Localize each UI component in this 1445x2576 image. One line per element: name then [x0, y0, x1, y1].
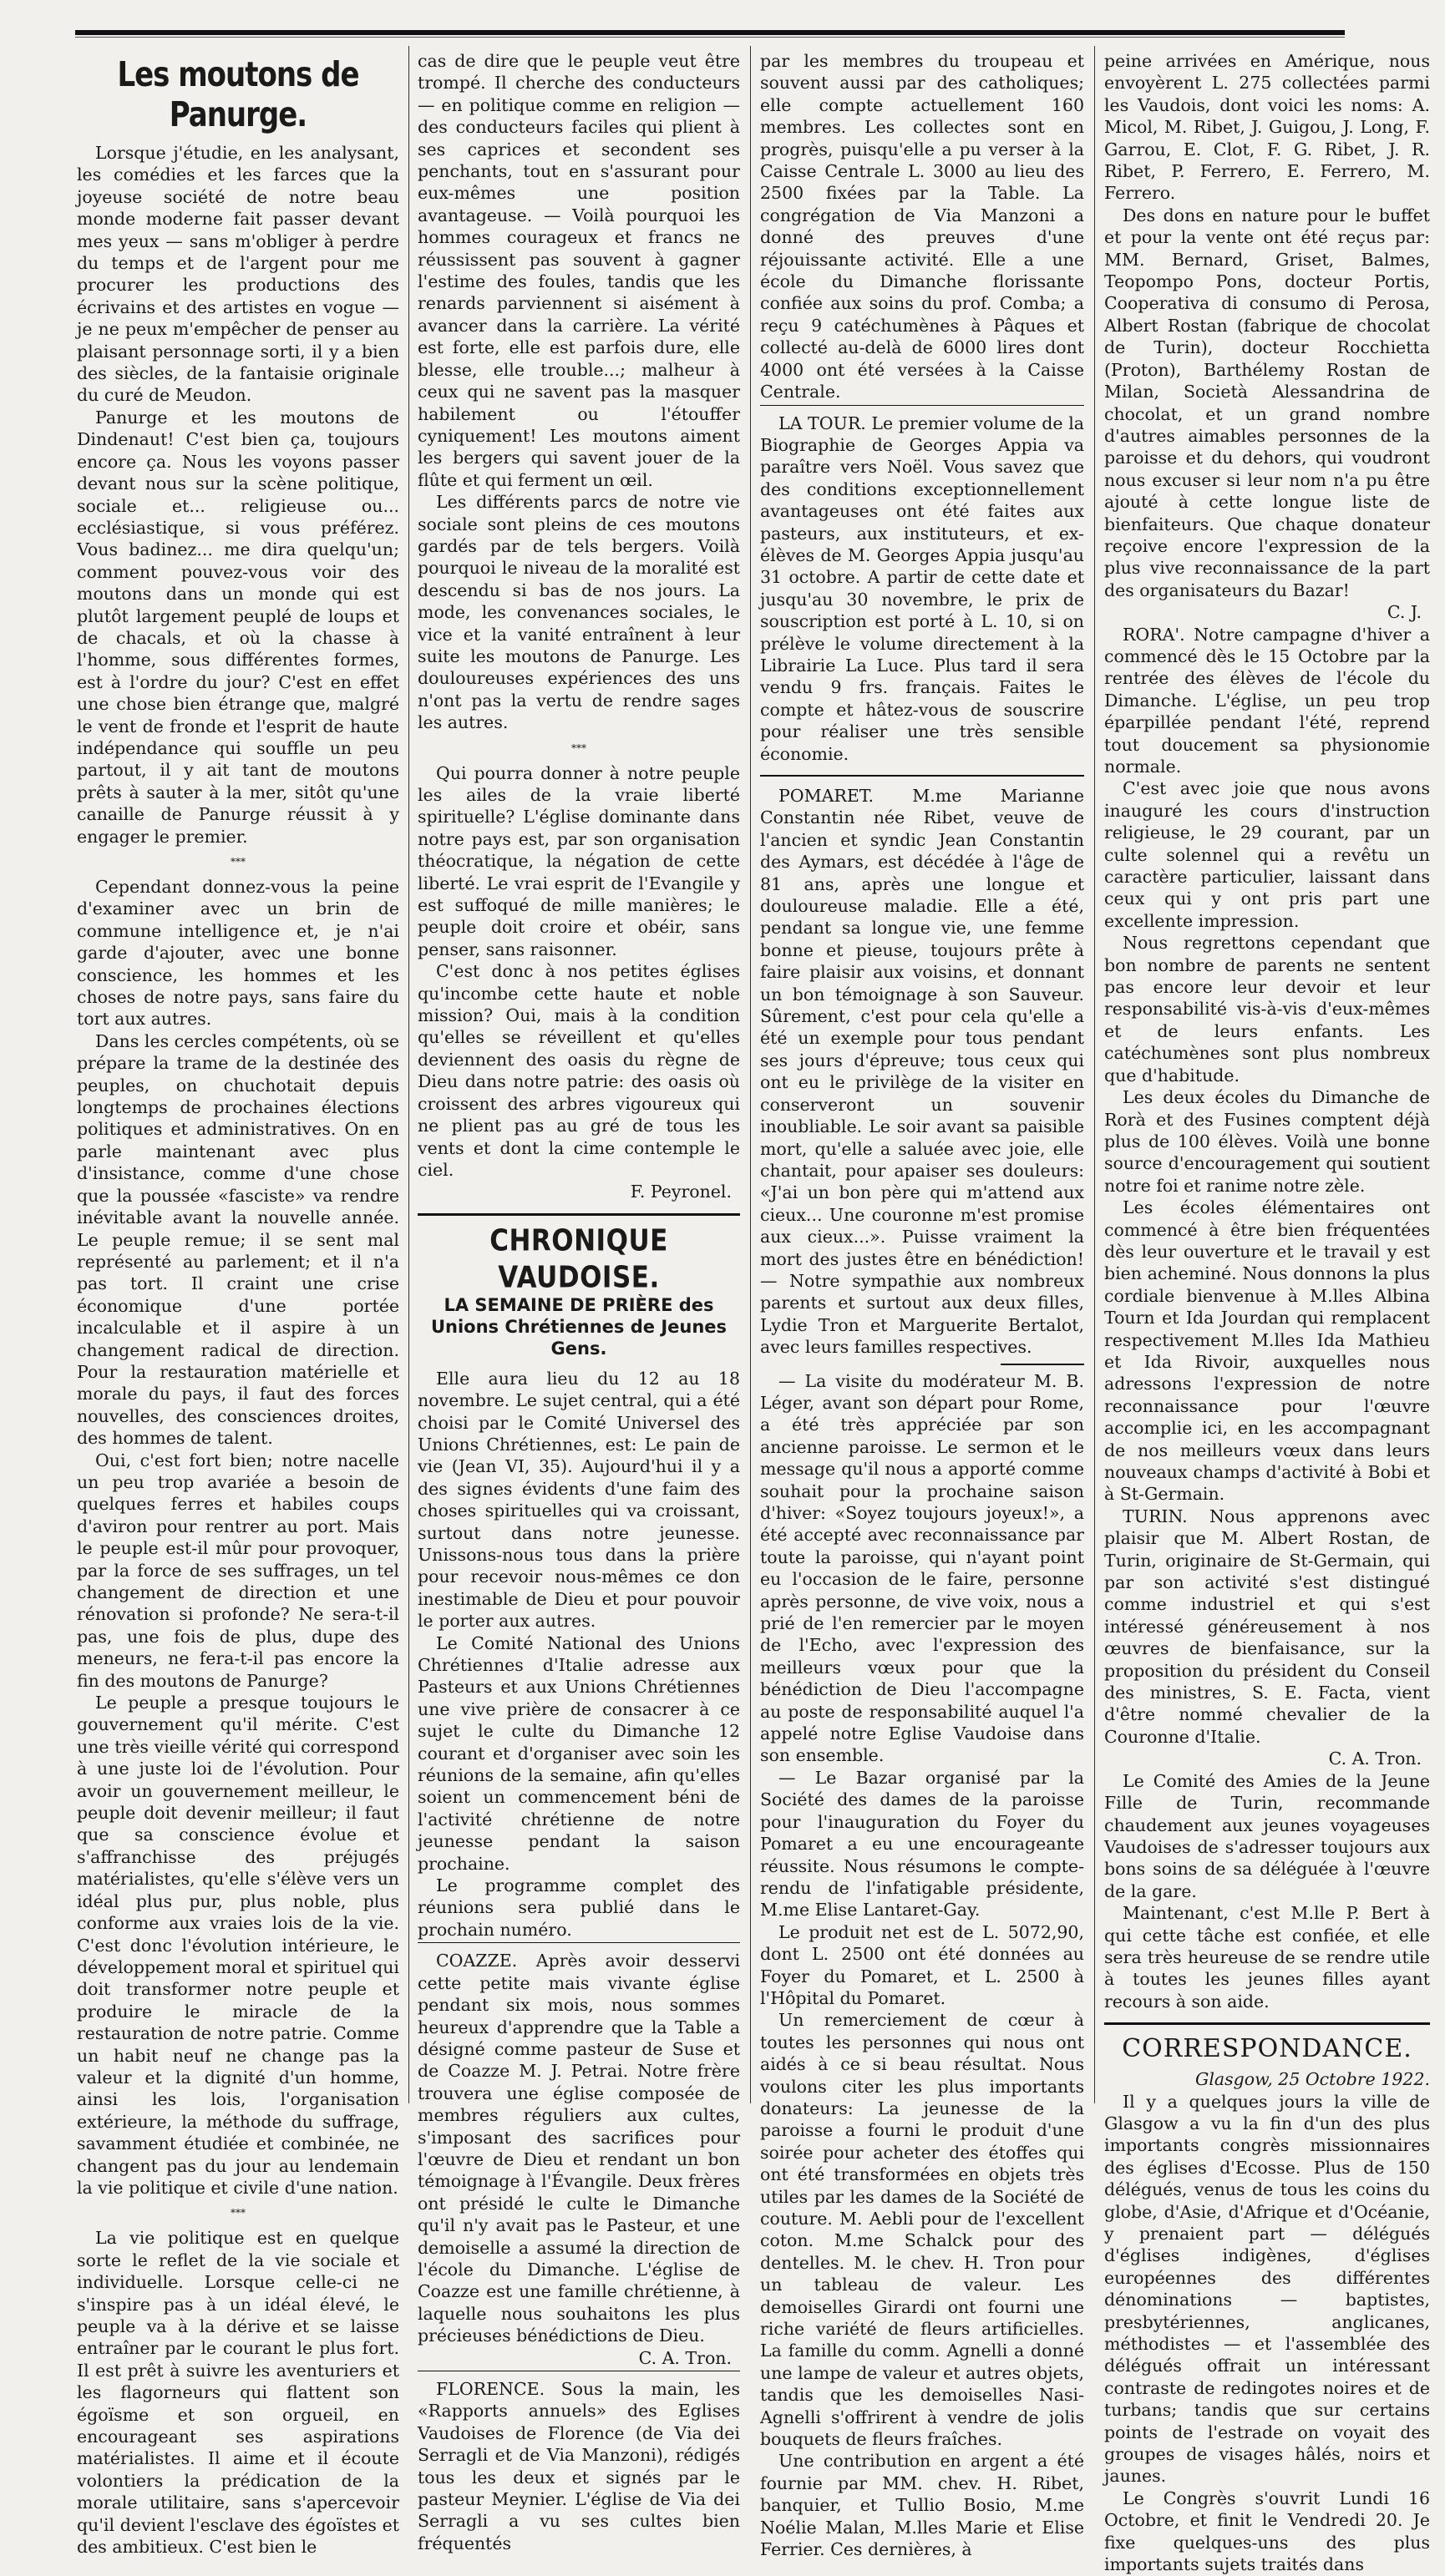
signature: C. J.	[1387, 602, 1422, 623]
divider	[418, 1942, 740, 1943]
paragraph: Les différents parcs de notre vie sociale sont pleins de ces moutons gardés par de tels bergers. Voilà pourquoi le niveau de la moralité est descendu si bas de nos jours. La mode, les convenances sociales, le vice et la vanité entraînent à leur suite les moutons de Panurge. Les douloureuses expériences des uns n'ont pas la vertu de rendre sages les autres.	[418, 492, 740, 733]
paragraph: C'est avec joie que nous avons inauguré les cours d'instruction religieuse, le 29 courant, par un culte solennel qui a revêtu un caractère particulier, laissant dans ceux qui y ont pris part une excellente impression.	[1104, 778, 1430, 931]
paragraph: Qui pourra donner à notre peuple les ailes de la vraie liberté spirituelle? L'église dominante dans notre pays est, par son organisation théocratique, la négation de cette liberté. Le vrai esprit de l'Evangile y est suffoqué de mille manières; le peuple doit croire et obéir, sans penser, sans raisonner.	[418, 762, 740, 959]
paragraph: — La visite du modérateur M. B. Léger, avant son départ pour Rome, a été très appréciée par son ancienne paroisse. Le sermon et le message qu'il nous a apporté comme souhait pour la prochaine saison d'hiver: «Soyez toujours joyeux!», a été accepté avec reconnaissance par toute la paroisse, qui n'ayant point eu l'occasion de le faire, personne après personne, de vive voix, nous a prié de l'en remercier par le moyen de l'Echo, avec l'expression des meilleurs vœux pour que la bénédiction de Dieu l'accompagne au poste de responsabilité auquel l'a appelé notre Eglise Vaudoise dans son ensemble.	[760, 1370, 1084, 1766]
divider	[760, 405, 1084, 406]
paragraph: LA TOUR. Le premier volume de la Biographie de Georges Appia va paraître vers Noël. Vous savez que des conditions exceptionnellement avantageuses ont été faites aux pasteurs, aux instituteurs, et ex-élèves de M. Georges Appia jusqu'au 31 octobre. A partir de cette date et jusqu'au 30 novembre, le prix de souscription est porté à L. 10, si on prélève le volume directement à la Librairie La Luce. Plus tard il sera vendu 9 frs. français. Faites le compte et hâtez-vous de souscrire pour réaliser une très sensible économie.	[760, 412, 1084, 764]
paragraph: Le Congrès s'ouvrit Lundi 16 Octobre, et finit le Vendredi 20. Je fixe quelques-uns des plus importants sujets traités dans	[1104, 2487, 1430, 2575]
paragraph: Elle aura lieu du 12 au 18 novembre. Le sujet central, qui a été choisi par le Comité Universel des Unions Chrétiennes, est: Le pain de vie (Jean VI, 35). Aujourd'hui il y a des signes évidents d'une faim des choses spirituelles qui va croissant, surtout dans notre jeunesse. Unissons-nous tous dans la prière pour recevoir nous-mêmes ce don inestimable de Dieu et pour pouvoir le porter aux autres.	[418, 1368, 740, 1632]
paragraph: Des dons en nature pour le buffet et pour la vente ont été reçus par: MM. Bernard, Griset, Balmes, Teopompo Pons, docteur Portis, Cooperativa di consumo di Perosa, Albert Rostan (fabrique de chocolat de Turin), docteur Rocchietta (Proton), Barthélemy Rostan de Milan, Società Alessandrina de chocolat, et un grand nombre d'autres aimables personnes de la paroisse et du dehors, qui voudront nous excuser si leur nom n'a pu être ajouté à cette longue liste de bienfaiteurs. Que chaque donateur reçoive encore l'expression de la plus vive reconnaissance de la part des organisateurs du Bazar!	[1104, 205, 1430, 600]
column-3	[760, 50, 1084, 2560]
section-rule	[418, 1213, 740, 1216]
paragraph: POMARET. M.me Marianne Constantin née Ribet, veuve de l'ancien et syndic Jean Constantin des Aymars, est décédée à l'âge de 81 ans, après une longue et douloureuse maladie. Elle a été, pendant sa longue vie, une femme bonne et pieuse, toujours prête à faire plaisir aux voisins, et donnant un bon témoignage à son Sauveur. Sûrement, c'est pour cela qu'elle a été un exemple pour tous pendant ses jours d'épreuve; tous ceux qui ont eu le privilège de la visiter en conserveront un souvenir inoubliable. Le soir avant sa paisible mort, qu'elle a saluée avec joie, elle chantait, pour apaiser ses douleurs: «J'ai un bon père qui m'attend aux cieux... Une couronne m'est promise aux cieux...». Puisse vraiment la mort des justes être en bénédiction! — Notre sympathie aux nombreux parents et surtout aux deux filles, Lydie Tron et Marguerite Bertalot, avec leurs familles respectives.	[760, 786, 1084, 1358]
paragraph: par les membres du troupeau et souvent aussi par des catholiques; elle compte actuellement 160 membres. Les collectes sont en progrès, puisqu'elle a pu verser à la Caisse Centrale L. 3000 au lieu des 2500 fixées par la Table. La congrégation de Via Manzoni a donné des preuves d'une réjouissante activité. Elle a une école du Dimanche florissante confiée aux soins du prof. Comba; a reçu 9 catéchumènes à Pâques et collecté au-delà de 6000 lires dont 4000 ont été versées à la Caisse Centrale.	[760, 51, 1084, 402]
column-1	[77, 50, 399, 2558]
paragraph: Le Comité des Amies de la Jeune Fille de Turin, recommande chaudement aux jeunes voyageuses Vaudoises de s'adresser toujours aux bons soins de sa déléguée à l'œuvre de la gare.	[1104, 1770, 1430, 1901]
top-rule	[75, 30, 1345, 35]
column-divider	[750, 46, 751, 2103]
paragraph: TURIN. Nous apprenons avec plaisir que M. Albert Rostan, de Turin, originaire de St-Germain, qui par son activité s'est distingué comme industriel et qui s'est intéressé généreusement à nos œuvres de bienfaisance, sur la proposition du président du Conseil des ministres, S. E. Facta, vient d'être nommé chevalier de la Couronne d'Italie.	[1104, 1506, 1430, 1747]
section-separator: ***	[231, 856, 246, 868]
paragraph: peine arrivées en Amérique, nous envoyèrent L. 275 collectées parmi les Vaudois, dont voici les noms: A. Micol, M. Ribet, J. Guigou, J. Long, F. Garrou, E. Clot, F. G. Ribet, J. R. Ribet, P. Ferrero, E. Ferrero, M. Ferrero.	[1104, 51, 1430, 204]
paragraph: Dans les cercles compétents, où se prépare la trame de la destinée des peuples, on chuchotait depuis longtemps de prochaines élections politiques et administratives. On en parle maintenant avec plus d'insistance, comme d'une chose que la poussée «fasciste» va rendre inévitable avant la nouvelle année. Le peuple remue; il se sent mal représenté au parlement; et il n'a pas tort. Il craint une crise économique d'une portée incalculable et il aspire à un changement radical de direction. Pour la restauration matérielle et morale du pays, il faut des forces nouvelles, des consciences droites, des hommes de talent.	[77, 1030, 399, 1449]
paragraph: RORA'. Notre campagne d'hiver a commencé dès le 15 Octobre par la rentrée des élèves de l'école du Dimanche. L'église, un peu trop éparpillée pendant l'été, reprend tout doucement sa physionomie normale.	[1104, 624, 1430, 777]
paragraph: Il y a quelques jours la ville de Glasgow a vu la fin d'un des plus importants congrès missionnaires des églises d'Ecosse. Plus de 150 délégués, venus de tous les coins du globe, d'Asie, d'Afrique et d'Océanie, y prenaient part — délégués d'églises indigènes, d'églises européennes des différentes dénominations — baptistes, presbytériennes, anglicanes, méthodistes — et l'assemblée des délégués offrait un intéressant contraste de redingotes noires et de turbans; tandis que sur certains points de l'estrade on voyait des groupes de visages hâlés, noirs et jaunes.	[1104, 2091, 1430, 2487]
article-title: Les moutons de Panurge.	[117, 55, 359, 135]
paragraph: Cependant donnez-vous la peine d'examiner avec un brin de commune intelligence et, je n'ai garde d'ajouter, avec une bonne conscience, les hommes et les choses de notre pays, sans faire du tort aux autres.	[77, 877, 399, 1030]
paragraph: Oui, c'est fort bien; notre nacelle un peu trop avariée a besoin de quelques ferres et habiles coups d'aviron pour rentrer au port. Mais le peuple est-il mûr pour provoquer, par la force de ses suffrages, un tel changement de direction et une rénovation si profonde? Ne sera-t-il pas, une fois de plus, dupe des meneurs, ne fera-t-il pas encore la fin des moutons de Panurge?	[77, 1450, 399, 1691]
paragraph: Une contribution en argent a été fournie par MM. chev. H. Ribet, banquier, et Tullio Bosio, M.me Noélie Malan, M.lles Marie et Elise Ferrier. Ces dernières, à	[760, 2451, 1084, 2560]
paragraph: Un remerciement de cœur à toutes les personnes qui nous ont aidés à ce si beau résultat. Nous voulons citer les plus importants donateurs: La jeunesse de la paroisse a fourni le produit d'une soirée pour acheter des étoffes qui ont été transformées en objets très utiles par les dames de la Société de couture. M. Aebli pour de l'excellent coton. M.me Schalck pour des dentelles. M. le chev. H. Tron pour un tableau de valeur. Les demoiselles Girardi ont fourni une riche variété de fleurs artificielles. La famille du comm. Agnelli a donné une lampe de valeur et autres objets, tandis que les demoiselles Nasi-Agnelli s'offrirent à vendre de jolis bouquets de fleurs fraîches.	[760, 2010, 1084, 2450]
section-title: CHRONIQUE VAUDOISE.	[489, 1223, 668, 1295]
section-separator: ***	[231, 2207, 246, 2219]
column-divider	[408, 46, 409, 2103]
paragraph: La vie politique est en quelque sorte le reflet de la vie sociale et individuelle. Lorsque celle-ci ne s'inspire pas à un idéal élevé, le peuple va à la dérive et se laisse entraîner par le courant le plus fort. Il est prêt à suivre les aventuriers et les flagorneurs qui flattent son égoïsme et son orgueil, en encourageant ses aspirations matérialistes. Il aime et il écoute volontiers la prédication de la morale utilitaire, sans s'apercevoir qu'il devient l'esclave des égoïstes et des ambitieux. C'est bien le	[77, 2228, 399, 2558]
paragraph: FLORENCE. Sous la main, les «Rapports annuels» des Eglises Vaudoises de Florence (de Via dei Serragli et de Via Manzoni), rédigés tous les deux et signés par le pasteur Meynier. L'église de Via dei Serragli a vu ses cultes bien fréquentés	[418, 2379, 740, 2553]
paragraph: Le Comité National des Unions Chrétiennes d'Italie adresse aux Pasteurs et aux Unions Chrétiennes une vive prière de consacrer à ce sujet le culte du Dimanche 12 courant et d'organiser avec soin les réunions de la semaine, afin qu'elles soient un commencement béni de l'activité chrétienne de notre jeunesse pendant la saison prochaine.	[418, 1632, 740, 1874]
paragraph: Nous regrettons cependant que bon nombre de parents ne sentent pas encore leur devoir et leur responsabilité vis-à-vis d'eux-mêmes et de leurs enfants. Les catéchumènes sont plus nombreux que d'habitude.	[1104, 933, 1430, 1086]
paragraph: Lorsque j'étudie, en les analysant, les comédies et les farces que la joyeuse société de notre beau monde moderne fait passer devant mes yeux — sans m'obliger à perdre du temps et de l'argent pour me procurer les productions des écrivains et des artistes en vogue — je ne peux m'empêcher de penser au plaisant personnage sorti, il y a bien des siècles, de la fantaisie originale du curé de Meudon.	[77, 143, 399, 406]
section-rule	[760, 775, 1084, 777]
section-title: CORRESPONDANCE.	[1122, 2034, 1412, 2064]
paragraph: COAZZE. Après avoir desservi cette petite mais vivante église pendant six mois, nous sommes heureux d'apprendre que la Table a désigné comme pasteur de Suse et de Coazze M. J. Petrai. Notre frère trouvera une église composée de membres réguliers aux cultes, s'imposant des sacrifices pour l'œuvre de Dieu et rendant un bon témoignage à l'Évangile. Deux frères ont présidé le culte le Dimanche qu'il n'y avait pas le Pasteur, et une demoiselle a assumé la direction de l'école du Dimanche. L'église de Coazze est une famille chrétienne, à laquelle nous souhaitons les plus précieuses bénédictions de Dieu.	[418, 1951, 740, 2346]
paragraph: Panurge et les moutons de Dindenaut! C'est bien ça, toujours encore ça. Nous les voyons passer devant nous sur la scène politique, sociale et... religieuse ou... ecclésiastique, si vous préférez. Vous badinez... me dira quelqu'un; comment pouvez-vous voir des moutons dans un monde qui est plutôt largement peuplé de loups et de chacals, et où la chasse à l'homme, sous différentes formes, est à l'ordre du jour? C'est en effet une chose bien étrange que, malgré le vent de fronde et l'esprit de haute indépendance qui souffle un peu partout, il y ait tant de moutons prêts à sauter à la mer, sitôt qu'une canaille de Panurge réussit à y engager le premier.	[77, 407, 399, 847]
column-divider	[1094, 46, 1095, 2103]
paragraph: Le programme complet des réunions sera publié dans le prochain numéro.	[418, 1875, 740, 1940]
dateline: Glasgow, 25 Octobre 1922.	[1194, 2069, 1430, 2090]
subsection-heading: LA SEMAINE DE PRIÈRE des Unions Chrétiennes de Jeunes Gens.	[430, 1294, 728, 1359]
column-2	[418, 50, 740, 2553]
paragraph: Les écoles élémentaires ont commencé à être bien fréquentées dès leur ouverture et le travail y est bien acheminé. Nous donnons la plus cordiale bienvenue à M.lles Albina Tourn et Ida Jourdan qui remplacent respectivement M.lles Ida Mathieu et Ida Rivoir, auxquelles nous adressons l'expression de notre reconnaissance pour l'œuvre accomplie ici, en les accompagnant de nos meilleurs vœux dans leurs nouveaux champs d'activité à Bobi et à St-Germain.	[1104, 1197, 1430, 1505]
section-rule	[1104, 2022, 1430, 2025]
paragraph: Les deux écoles du Dimanche de Rorà et des Fusines comptent déjà plus de 100 élèves. Voilà une bonne source d'encouragement qui soutient notre foi et ranime notre zèle.	[1104, 1087, 1430, 1196]
signature: C. A. Tron.	[638, 2347, 732, 2368]
paragraph: Le produit net est de L. 5072,90, dont L. 2500 ont été données au Foyer du Pomaret, et L. 2500 à l'Hôpital du Pomaret.	[760, 1921, 1084, 2008]
divider	[1001, 1364, 1084, 1365]
paragraph: — Le Bazar organisé par la Société des dames de la paroisse pour l'inauguration du Foyer du Pomaret a eu une encourageante réussite. Nous résumons le compte-rendu de l'infatigable présidente, M.me Elise Lantaret-Gay.	[760, 1767, 1084, 1921]
section-separator: ***	[571, 741, 586, 754]
signature: F. Peyronel.	[630, 1182, 732, 1202]
column-4	[1104, 50, 1430, 2575]
top-rule-thin	[75, 37, 1345, 38]
paragraph: Maintenant, c'est M.lle P. Bert à qui cette tâche est confiée, et elle sera très heureuse de se rendre utile à toutes les jeunes filles ayant recours à son aide.	[1104, 1903, 1430, 2012]
paragraph: C'est donc à nos petites églises qu'incombe cette haute et noble mission? Oui, mais à la condition qu'elles se réveillent et qu'elles deviennent des oasis du règne de Dieu dans notre patrie: des oasis où croissent des arbres vigoureux qui ne plient pas au gré de tous les vents et dont la cime contemple le ciel.	[418, 961, 740, 1180]
signature: C. A. Tron.	[1328, 1749, 1422, 1769]
paragraph: Le peuple a presque toujours le gouvernement qu'il mérite. C'est une très vieille vérité qui correspond à une juste loi de l'évolution. Pour avoir un gouvernement meilleur, le peuple doit devenir meilleur; il faut que sa conscience évolue et s'affranchisse des préjugés matérialistes, qu'elle s'élève vers un idéal plus pur, plus noble, plus conforme aux vraies lois de la vie. C'est donc l'évolution intérieure, le développement moral et spirituel qui doit transformer notre peuple et produire le miracle de la restauration de notre patrie. Comme un habit neuf ne change pas la valeur et la dignité d'un homme, ainsi les lois, l'organisation extérieure, la méthode du suffrage, savamment étudiée et combinée, ne changent pas du jour au lendemain la vie politique et civile d'une nation.	[77, 1693, 399, 2198]
paragraph: cas de dire que le peuple veut être trompé. Il cherche des conducteurs — en politique comme en religion — des conducteurs faciles qui plient à ses caprices et secondent ses penchants, tout en s'assurant pour eux-mêmes une position avantageuse. — Voilà pourquoi les hommes courageux et francs ne réussissent pas souvent à gagner l'estime des foules, tandis que les renards parviennent si aisément à avancer dans la carrière. La vérité est forte, elle est parfois dure, elle blesse, elle trouble...; malheur à ceux qui ne savent pas la masquer habilement ou l'étouffer cyniquement! Les moutons aiment les bergers qui savent jouer de la flûte et qui ferment un œil.	[418, 51, 740, 490]
